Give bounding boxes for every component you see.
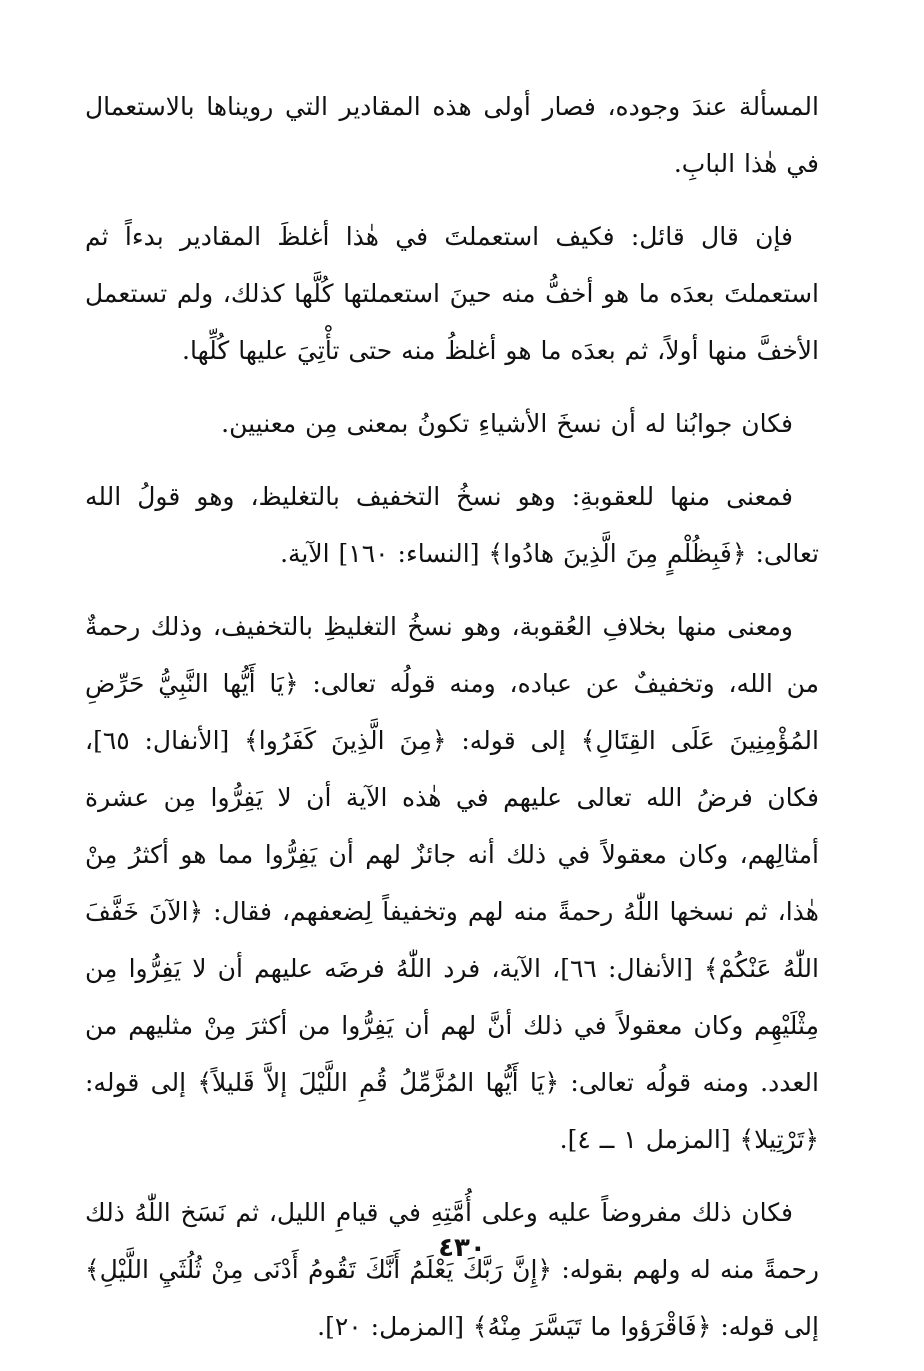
body-text [85, 78, 819, 1371]
paragraph-first-meaning: فمعنى منها للعقوبةِ: وهو نسخُ التخفيف بالتغليظ، وهو قولُ الله تعالى: ﴿فَبِظُلْمٍ مِنَ الَّذِينَ هادُوا﴾ [النساء: ١٦٠] الآية. [85, 482, 819, 568]
paragraph-continuation: المسألة عندَ وجوده، فصار أولى هذه المقادير التي رويناها بالاستعمال في هٰذا البابِ. [85, 92, 819, 178]
paragraph-night-prayer: فكان ذلك مفروضاً عليه وعلى أُمَّتِهِ في قيامِ الليل، ثم نَسَخ اللّٰهُ ذلك رحمةً منه له ولهم بقوله: ﴿إِنَّ رَبَّكَ يَعْلَمُ أَنَّكَ تَقُومُ أَدْنَى مِنْ ثُلُثَيِ اللَّيْلِ﴾ إلى قوله: ﴿فَاقْرَؤوا ما تَيَسَّرَ مِنْهُ﴾ [المزمل: ٢٠]. [85, 1198, 819, 1341]
paragraph-question: فإن قال قائل: فكيف استعملتَ في هٰذا أغلظَ المقادير بدءاً ثم استعملتَ بعدَه ما هو أخفُّ منه حينَ استعملتها كُلَّها كذلك، ولم تستعمل الأخفَّ منها أولاً، ثم بعدَه ما هو أغلظُ منه حتى تأْتِيَ عليها كُلِّها. [85, 222, 819, 365]
paragraph-second-meaning: ومعنى منها بخلافِ العُقوبة، وهو نسخُ التغليظِ بالتخفيف، وذلك رحمةٌ من الله، وتخفيفٌ عن عباده، ومنه قولُه تعالى: ﴿يَا أَيُّها النَّبِيُّ حَرِّضِ المُؤْمِنِينَ عَلَى القِتَالِ﴾ إلى قوله: ﴿مِنَ الَّذِينَ كَفَرُوا﴾ [الأنفال: ٦٥]، فكان فرضُ الله تعالى عليهم في هٰذه الآية أن لا يَفِرُّوا مِن عشرة أمثالِهم، وكان معقولاً في ذلك أنه جائزٌ لهم أن يَفِرُّوا مما هو أكثرُ مِنْ هٰذا، ثم نسخها اللّٰهُ رحمةً منه لهم وتخفيفاً لِضعفهم، فقال: ﴿الآنَ خَفَّفَ اللّٰهُ عَنْكُمْ﴾ [الأنفال: ٦٦]، الآية، فرد اللّٰهُ فرضَه عليهم أن لا يَفِرُّوا مِن مِثْلَيْهِم وكان معقولاً في ذلك أنَّ لهم أن يَفِرُّوا من أكثرَ مِنْ مثليهم من العدد. ومنه قولُه تعالى: ﴿يَا أَيُّها المُزَّمِّلُ قُمِ اللَّيْلَ إلاَّ قَليلاً﴾ إلى قوله: ﴿تَرْتِيلا﴾ [المزمل ١ ــ ٤]. [85, 612, 819, 1154]
paragraph-answer: فكان جوابُنا له أن نسخَ الأشياءِ تكونُ بمعنى مِن معنيين. [221, 409, 793, 438]
page-number: ٤٣٠ [438, 1233, 486, 1263]
